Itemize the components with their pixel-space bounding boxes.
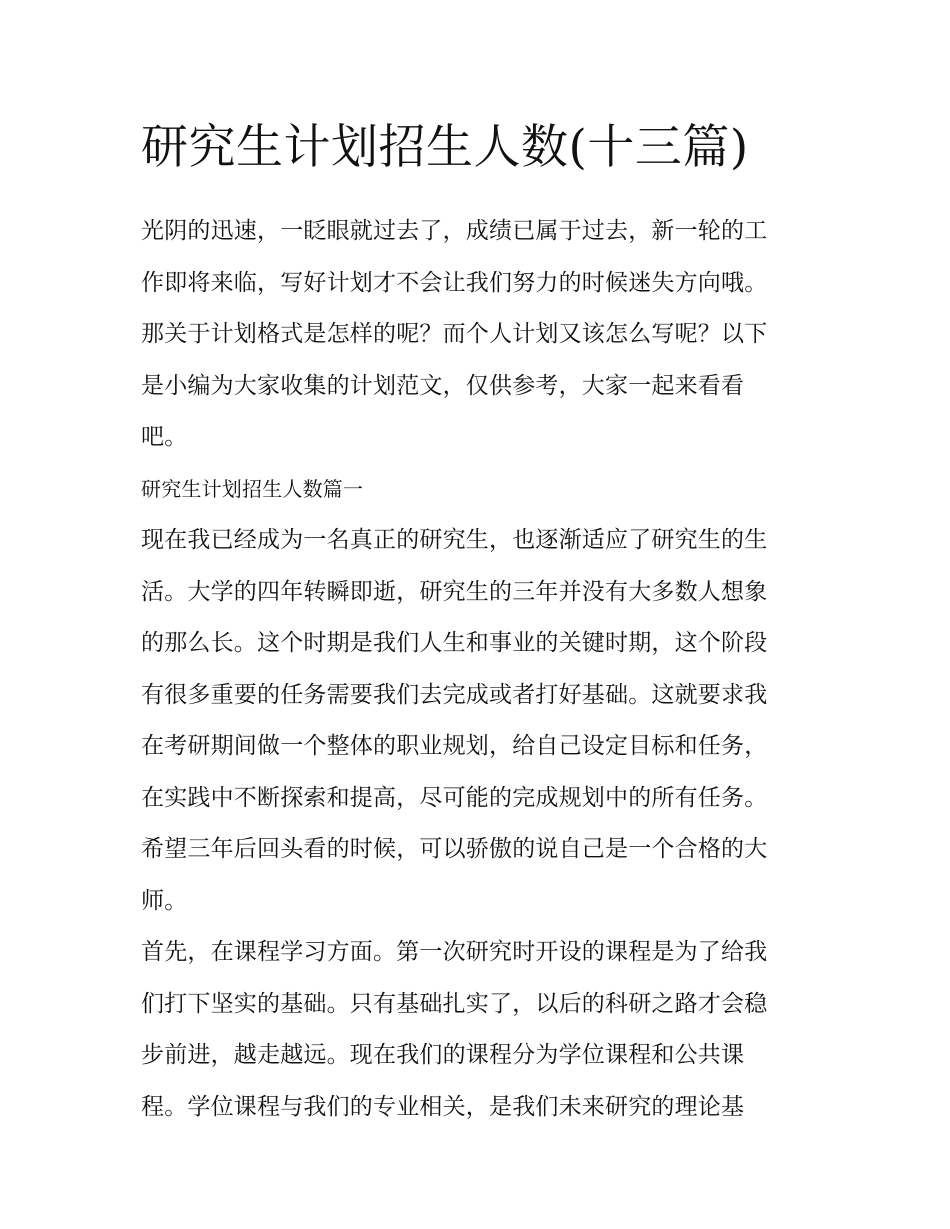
paragraph-line: 在实践中不断探索和提高，尽可能的完成规划中的所有任务。: [141, 784, 768, 811]
paragraph-line: 的那么长。这个时期是我们人生和事业的关键时期，这个阶段: [141, 630, 768, 656]
intro-line: 那关于计划格式是怎样的呢？而个人计划又该怎么写呢？以下: [141, 321, 768, 347]
intro-line: 作即将来临，写好计划才不会让我们努力的时候迷失方向哦。: [141, 269, 768, 296]
paragraph-line: 现在我已经成为一名真正的研究生，也逐渐适应了研究生的生: [141, 527, 768, 553]
section-heading: 研究生计划招生人数篇一: [141, 476, 364, 501]
paragraph-line: 首先，在课程学习方面。第一次研究时开设的课程是为了给我: [141, 939, 768, 965]
document-title: 研究生计划招生人数(十三篇): [141, 120, 749, 175]
paragraph-line: 程。学位课程与我们的专业相关，是我们未来研究的理论基: [141, 1093, 745, 1120]
intro-line: 是小编为大家收集的计划范文，仅供参考，大家一起来看看: [141, 372, 745, 399]
intro-line: 光阴的迅速，一眨眼就过去了，成绩已属于过去，新一轮的工: [141, 218, 768, 244]
intro-line: 吧。: [141, 424, 188, 450]
document-content: [141, 118, 821, 1133]
intro-paragraph: [141, 206, 821, 1133]
paragraph-line: 希望三年后回头看的时候，可以骄傲的说自己是一个合格的大: [141, 836, 768, 862]
paragraph-line: 师。: [141, 887, 188, 914]
paragraph-line: 们打下坚实的基础。只有基础扎实了，以后的科研之路才会稳: [141, 990, 768, 1017]
paragraph-line: 活。大学的四年转瞬即逝，研究生的三年并没有大多数人想象: [141, 578, 768, 605]
paragraph-line: 有很多重要的任务需要我们去完成或者打好基础。这就要求我: [141, 681, 768, 708]
paragraph-line: 在考研期间做一个整体的职业规划，给自己设定目标和任务，: [141, 733, 768, 759]
paragraph-line: 步前进，越走越远。现在我们的课程分为学位课程和公共课: [141, 1042, 745, 1068]
